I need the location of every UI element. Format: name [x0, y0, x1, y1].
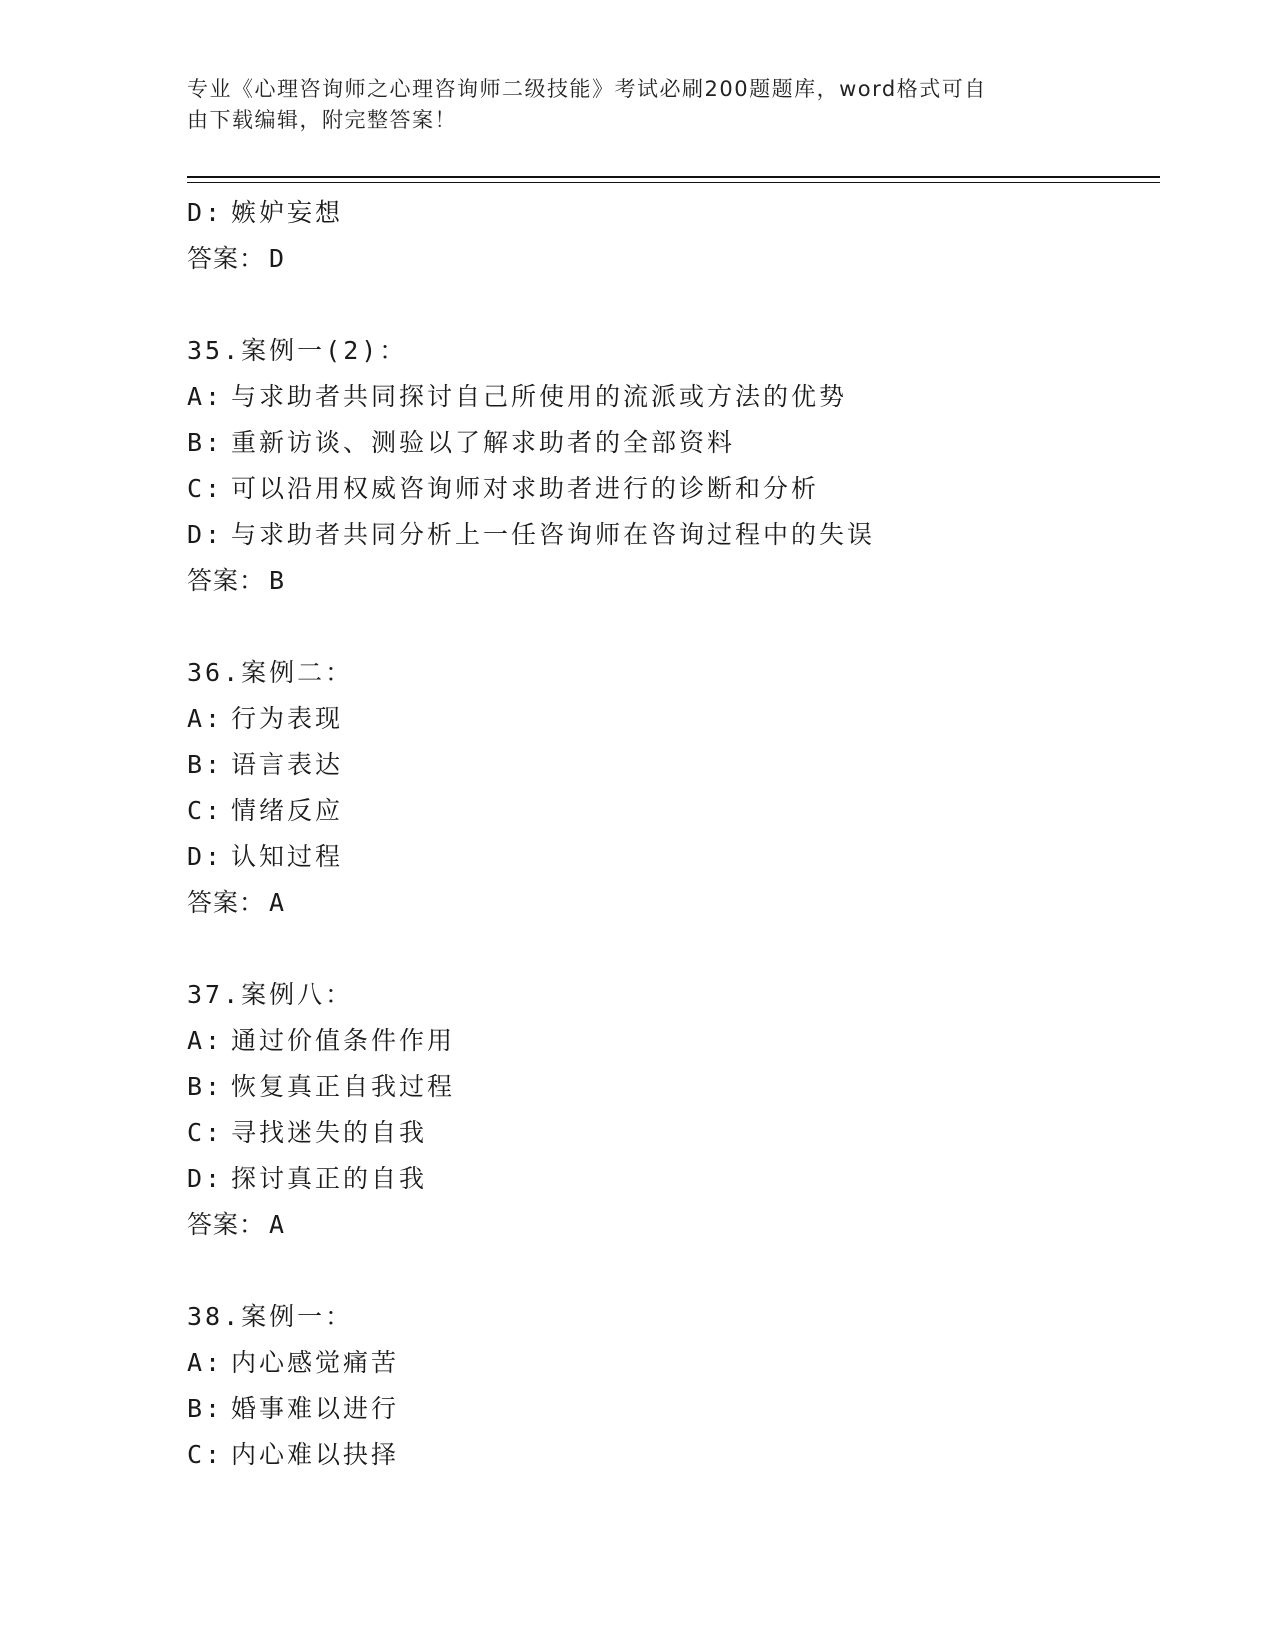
question-36-option-a: [187, 696, 1167, 742]
option-key: B:: [187, 428, 224, 457]
option-key: D:: [187, 198, 224, 227]
option-text: 认知过程: [231, 842, 344, 871]
option-key: A:: [187, 382, 224, 411]
spacer: [187, 1248, 1167, 1294]
question-37-option-c: [187, 1110, 1167, 1156]
header-divider-thick: [187, 176, 1160, 178]
document-header: [187, 74, 1067, 136]
answer-label: 答案：: [187, 566, 266, 595]
option-key: C:: [187, 796, 224, 825]
option-text: 情绪反应: [231, 796, 344, 825]
answer-value: A: [269, 888, 286, 917]
question-35-option-a: [187, 374, 1167, 420]
option-key: D:: [187, 1164, 224, 1193]
question-35-option-b: [187, 420, 1167, 466]
question-36-option-d: [187, 834, 1167, 880]
answer-value: A: [269, 1210, 286, 1239]
prev-answer: [187, 236, 1167, 282]
question-37-option-d: [187, 1156, 1167, 1202]
option-key: C:: [187, 474, 224, 503]
option-text: 可以沿用权威咨询师对求助者进行的诊断和分析: [231, 474, 820, 503]
question-title-35: 35.案例一(2)：: [187, 336, 408, 365]
option-text: 行为表现: [231, 704, 344, 733]
spacer: [187, 926, 1167, 972]
option-text: 通过价值条件作用: [231, 1026, 456, 1055]
answer-value: D: [269, 244, 286, 273]
prev-option-d: [187, 190, 1167, 236]
question-38-option-a: [187, 1340, 1167, 1386]
option-key: A:: [187, 1026, 224, 1055]
question-list: [187, 190, 1167, 1478]
question-38-option-c: [187, 1432, 1167, 1478]
option-text: 与求助者共同探讨自己所使用的流派或方法的优势: [231, 382, 848, 411]
answer-label: 答案：: [187, 1210, 266, 1239]
header-line-1: 专业《心理咨询师之心理咨询师二级技能》考试必刷200题题库，word格式可自: [187, 77, 987, 101]
option-key: C:: [187, 1118, 224, 1147]
option-key: B:: [187, 750, 224, 779]
question-36-answer: [187, 880, 1167, 926]
option-key: D:: [187, 520, 224, 549]
option-text: 恢复真正自我过程: [231, 1072, 456, 1101]
question-38-option-b: [187, 1386, 1167, 1432]
option-key: B:: [187, 1394, 224, 1423]
option-key: C:: [187, 1440, 224, 1469]
question-35-option-d: [187, 512, 1167, 558]
option-key: A:: [187, 704, 224, 733]
question-36-option-b: [187, 742, 1167, 788]
question-37-option-a: [187, 1018, 1167, 1064]
option-text: 语言表达: [231, 750, 344, 779]
question-37-option-b: [187, 1064, 1167, 1110]
question-35-option-c: [187, 466, 1167, 512]
header-line-2: 由下载编辑，附完整答案！: [187, 108, 457, 132]
option-text: 寻找迷失的自我: [231, 1118, 428, 1147]
question-title-37: 37.案例八：: [187, 980, 354, 1009]
option-text: 探讨真正的自我: [231, 1164, 428, 1193]
question-37-answer: [187, 1202, 1167, 1248]
option-text: 婚事难以进行: [231, 1394, 400, 1423]
question-35-answer: [187, 558, 1167, 604]
option-text: 重新访谈、测验以了解求助者的全部资料: [231, 428, 736, 457]
spacer: [187, 282, 1167, 328]
question-36-option-c: [187, 788, 1167, 834]
option-text: 内心感觉痛苦: [231, 1348, 400, 1377]
option-key: B:: [187, 1072, 224, 1101]
question-title-38: 38.案例一：: [187, 1302, 354, 1331]
option-text: 与求助者共同分析上一任咨询师在咨询过程中的失误: [231, 520, 876, 549]
option-key: D:: [187, 842, 224, 871]
spacer: [187, 604, 1167, 650]
option-text: 嫉妒妄想: [231, 198, 344, 227]
option-text: 内心难以抉择: [231, 1440, 400, 1469]
question-title-36: 36.案例二：: [187, 658, 354, 687]
answer-label: 答案：: [187, 888, 266, 917]
header-divider-thin: [187, 182, 1160, 183]
answer-value: B: [269, 566, 286, 595]
option-key: A:: [187, 1348, 224, 1377]
answer-label: 答案：: [187, 244, 266, 273]
